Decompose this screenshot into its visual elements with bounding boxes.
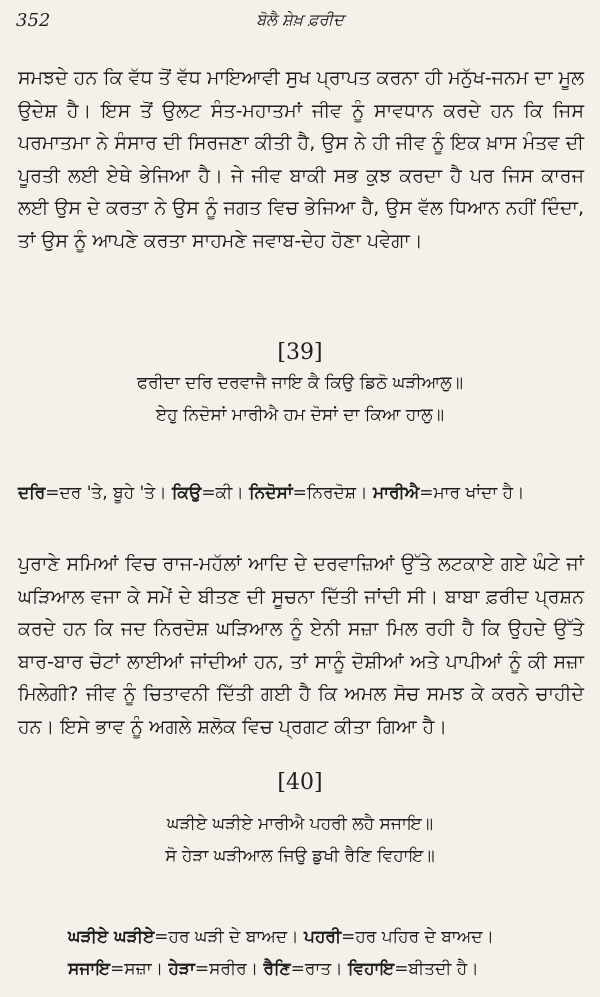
verse-line: ਏਹੁ ਨਿਦੋਸਾਂ ਮਾਰੀਐ ਹਮ ਦੋਸਾਂ ਦਾ ਕਿਆ ਹਾਲੁ॥	[155, 405, 445, 425]
gloss-word: ਕਿਉ	[171, 483, 202, 503]
gloss-word: ਦਰਿ	[18, 483, 46, 503]
shlok-number-39: [39]	[277, 340, 323, 365]
gloss-meaning: =ਰਾਤ।	[290, 959, 343, 979]
gloss-meaning: =ਹਰ ਪਹਿਰ ਦੇ ਬਾਅਦ।	[341, 927, 495, 947]
gloss-meaning: =ਨਿਰਦੋਸ਼।	[292, 483, 368, 503]
page-number: 352	[16, 10, 51, 31]
glossary-39	[18, 477, 588, 509]
shlok-number-40: [40]	[277, 770, 323, 795]
running-title: ਬੋਲੈ ਸ਼ੇਖ਼ ਫ਼ਰੀਦ	[256, 10, 344, 29]
gloss-meaning: =ਮਾਰ ਖਾਂਦਾ ਹੈ।	[419, 483, 525, 503]
gloss-word: ਨਿਦੋਸਾਂ	[249, 483, 293, 503]
glossary-40	[18, 921, 598, 985]
verse-line: ਸੋ ਹੇੜਾ ਘੜੀਆਲ ਜਿਉ ਡੁਖੀ ਰੈਣਿ ਵਿਹਾਇ॥	[165, 846, 435, 866]
gloss-word: ਰੈਣਿ	[263, 959, 291, 979]
verse-line: ਫਰੀਦਾ ਦਰਿ ਦਰਵਾਜੈ ਜਾਇ ਕੈ ਕਿਉ ਡਿਠੋ ਘੜੀਆਲੁ॥	[136, 373, 464, 393]
gloss-meaning: =ਕੀ।	[201, 483, 244, 503]
gloss-meaning: =ਸਜ਼ਾ।	[110, 959, 164, 979]
gloss-word: ਸਜਾਇ	[68, 959, 111, 979]
shlok-40-verse	[0, 808, 600, 872]
gloss-word: ਵਿਹਾਇ	[347, 959, 395, 979]
gloss-word: ਹੇੜਾ	[168, 959, 195, 979]
gloss-meaning: =ਬੀਤਦੀ ਹੈ।	[394, 959, 479, 979]
shlok-39-verse	[0, 367, 600, 431]
gloss-word: ਘੜੀਏ ਘੜੀਏ	[68, 927, 155, 947]
gloss-word: ਮਾਰੀਐ	[372, 483, 420, 503]
gloss-word: ਪਹਰੀ	[304, 927, 342, 947]
paragraph-intro: ਸਮਝਦੇ ਹਨ ਕਿ ਵੱਧ ਤੋਂ ਵੱਧ ਮਾਇਆਵੀ ਸੁਖ ਪ੍ਰਾਪਤ ਕਰਨਾ ਹੀ ਮਨੁੱਖ-ਜਨਮ ਦਾ ਮੂਲ ਉਦੇਸ਼ ਹੈ। ਇਸ ਤੋਂ ਉਲਟ ਸੰਤ-ਮਹਾਤਮਾਂ ਜੀਵ ਨੂੰ ਸਾਵਧਾਨ ਕਰਦੇ ਹਨ ਕਿ ਜਿਸ ਪਰਮਾਤਮਾ ਨੇ ਸੰਸਾਰ ਦੀ ਸਿਰਜਣਾ ਕੀਤੀ ਹੈ, ਉਸ ਨੇ ਹੀ ਜੀਵ ਨੂੰ ਇਕ ਖ਼ਾਸ ਮੰਤਵ ਦੀ ਪੂਰਤੀ ਲਈ ਏਥੇ ਭੇਜਿਆ ਹੈ। ਜੇ ਜੀਵ ਬਾਕੀ ਸਭ ਕੁਝ ਕਰਦਾ ਹੈ ਪਰ ਜਿਸ ਕਾਰਜ ਲਈ ਉਸ ਦੇ ਕਰਤਾ ਨੇ ਉਸ ਨੂੰ ਜਗਤ ਵਿਚ ਭੇਜਿਆ ਹੈ, ਉਸ ਵੱਲ ਧਿਆਨ ਨਹੀਂ ਦਿੰਦਾ, ਤਾਂ ਉਸ ਨੂੰ ਆਪਣੇ ਕਰਤਾ ਸਾਹਮਣੇ ਜਵਾਬ-ਦੇਹ ਹੋਣਾ ਪਵੇਗਾ।	[18, 67, 584, 252]
gloss-meaning: =ਹਰ ਘੜੀ ਦੇ ਬਾਅਦ।	[154, 927, 299, 947]
gloss-meaning: =ਸਰੀਰ।	[194, 959, 259, 979]
verse-line: ਘੜੀਏ ਘੜੀਏ ਮਾਰੀਐ ਪਹਰੀ ਲਹੈ ਸਜਾਇ॥	[166, 814, 434, 834]
paragraph-commentary: ਪੁਰਾਣੇ ਸਮਿਆਂ ਵਿਚ ਰਾਜ-ਮਹੱਲਾਂ ਆਦਿ ਦੇ ਦਰਵਾਜ਼ਿਆਂ ਉੱਤੇ ਲਟਕਾਏ ਗਏ ਘੰਟੇ ਜਾਂ ਘੜਿਆਲ ਵਜਾ ਕੇ ਸਮੇਂ ਦੇ ਬੀਤਣ ਦੀ ਸੂਚਨਾ ਦਿੱਤੀ ਜਾਂਦੀ ਸੀ। ਬਾਬਾ ਫ਼ਰੀਦ ਪ੍ਰਸ਼ਨ ਕਰਦੇ ਹਨ ਕਿ ਜਦ ਨਿਰਦੋਸ਼ ਘੜਿਆਲ ਨੂੰ ਏਨੀ ਸਜ਼ਾ ਮਿਲ ਰਹੀ ਹੈ ਕਿ ਉਹਦੇ ਉੱਤੇ ਬਾਰ-ਬਾਰ ਚੋਟਾਂ ਲਾਈਆਂ ਜਾਂਦੀਆਂ ਹਨ, ਤਾਂ ਸਾਨੂੰ ਦੋਸ਼ੀਆਂ ਅਤੇ ਪਾਪੀਆਂ ਨੂੰ ਕੀ ਸਜ਼ਾ ਮਿਲੇਗੀ? ਜੀਵ ਨੂੰ ਚਿਤਾਵਨੀ ਦਿੱਤੀ ਗਈ ਹੈ ਕਿ ਅਮਲ ਸੋਚ ਸਮਝ ਕੇ ਕਰਨੇ ਚਾਹੀਦੇ ਹਨ। ਇਸੇ ਭਾਵ ਨੂੰ ਅਗਲੇ ਸ਼ਲੋਕ ਵਿਚ ਪ੍ਰਗਟ ਕੀਤਾ ਗਿਆ ਹੈ।	[18, 553, 584, 738]
gloss-meaning: =ਦਰ 'ਤੇ, ਬੂਹੇ 'ਤੇ।	[45, 483, 167, 503]
